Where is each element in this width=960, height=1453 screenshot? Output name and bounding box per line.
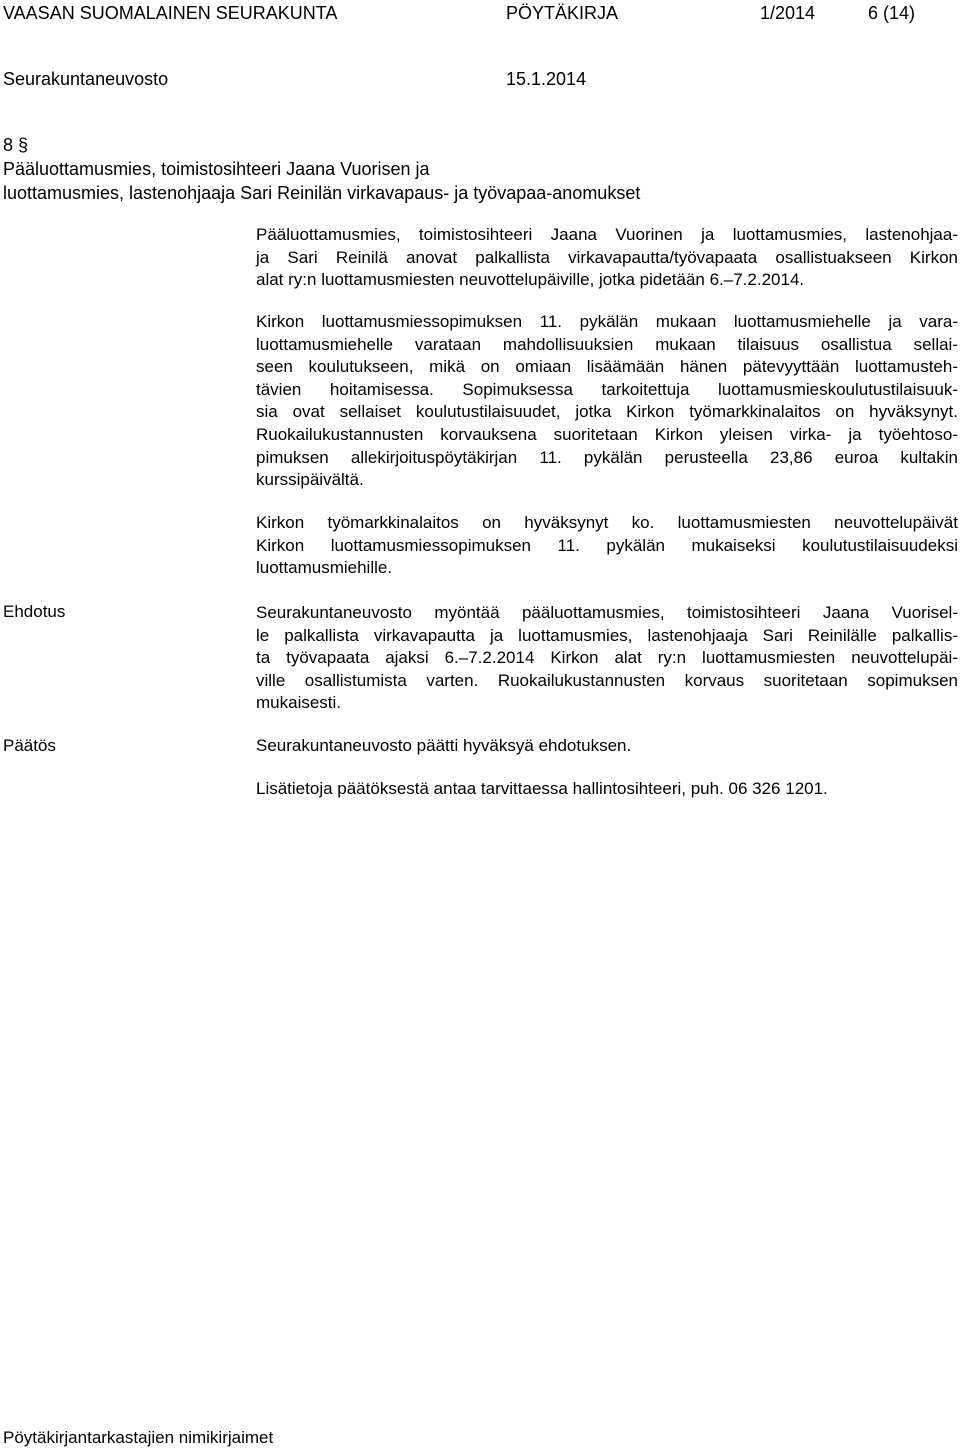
decision-label: Päätös bbox=[3, 736, 56, 755]
footer-initials-label: Pöytäkirjantarkastajien nimikirjaimet bbox=[3, 1428, 274, 1447]
additional-info: Lisätietoja päätöksestä antaa tarvittaessa hallintosihteeri, puh. 06 326 1201. bbox=[256, 779, 828, 798]
paragraph-application bbox=[256, 224, 958, 292]
text-line: tävien hoitamisessa. Sopimuksessa tarkoitettuja luottamusmieskoulutustilaisuuk- bbox=[256, 379, 958, 399]
document-type: PÖYTÄKIRJA bbox=[506, 3, 619, 23]
text-line: ta työvapaata ajaksi 6.–7.2.2014 Kirkon alat ry:n luottamusmiesten neuvottelupäi- bbox=[256, 648, 958, 668]
proposal-label: Ehdotus bbox=[3, 602, 66, 621]
text-line: ja Sari Reinilä anovat palkallista virkavapautta/työvapaata osallistuakseen Kirkon bbox=[256, 247, 958, 267]
meeting-body: Seurakuntaneuvosto bbox=[3, 69, 169, 89]
item-title bbox=[3, 133, 640, 205]
paragraph-approval bbox=[256, 512, 958, 580]
text-line: Seurakuntaneuvosto myöntää pääluottamusmies, toimistosihteeri Jaana Vuorisel- bbox=[256, 603, 958, 622]
item-number: 8 bbox=[3, 135, 14, 155]
text-line: mukaisesti. bbox=[256, 693, 342, 713]
text-line: Pääluottamusmies, toimistosihteeri Jaana Vuorinen ja luottamusmies, lastenohjaa- bbox=[256, 225, 958, 244]
item-number-line bbox=[3, 133, 640, 157]
text-line: Kirkon luottamusmiessopimuksen 11. pykälän mukaan luottamusmiehelle ja vara- bbox=[256, 312, 958, 331]
meeting-date: 15.1.2014 bbox=[506, 69, 587, 89]
text-line: pimuksen allekirjoituspöytäkirjan 11. pykälän perusteella 23,86 euroa kultakin bbox=[256, 447, 958, 467]
text-line: Kirkon luottamusmiessopimuksen 11. pykälän mukaiseksi koulutustilaisuudeksi bbox=[256, 535, 958, 555]
text-line: ville osallistumista varten. Ruokailukustannusten korvaus suoritetaan sopimuksen bbox=[256, 670, 958, 690]
text-line: kurssipäivältä. bbox=[256, 470, 364, 490]
text-line: sia ovat sellaiset koulutustilaisuudet, jotka Kirkon työmarkkinalaitos on hyväksynyt. bbox=[256, 402, 958, 422]
text-line: luottamusmiehelle varataan mahdollisuuksien mukaan tilaisuus osallistua sellai- bbox=[256, 334, 958, 354]
text-line: luottamusmiehille. bbox=[256, 558, 393, 578]
text-line: le palkallista virkavapautta ja luottamusmies, lastenohjaaja Sari Reinilälle palkallis- bbox=[256, 625, 958, 645]
section-mark: § bbox=[18, 135, 29, 155]
text-line: Ruokailukustannusten korvauksena suoritetaan Kirkon yleisen virka- ja työehtoso- bbox=[256, 424, 958, 444]
decision-text: Seurakuntaneuvosto päätti hyväksyä ehdotuksen. bbox=[256, 736, 632, 755]
text-line: alat ry:n luottamusmiesten neuvottelupäiville, jotka pidetään 6.–7.2.2014. bbox=[256, 270, 805, 290]
text-line: seen koulutukseen, mikä on omiaan lisäämään hänen pätevyyttään luottamusteh- bbox=[256, 357, 958, 377]
item-title-line-1: Pääluottamusmies, toimistosihteeri Jaana Vuorisen ja bbox=[3, 159, 430, 179]
item-title-line-2: luottamusmies, lastenohjaaja Sari Reinilän virkavapaus- ja työvapaa-anomukset bbox=[3, 183, 641, 203]
document-number: 1/2014 bbox=[760, 3, 816, 23]
paragraph-agreement bbox=[256, 311, 958, 492]
page-number: 6 (14) bbox=[868, 3, 916, 23]
proposal-text bbox=[256, 602, 958, 715]
text-line: Kirkon työmarkkinalaitos on hyväksynyt ko. luottamusmiesten neuvottelupäivät bbox=[256, 513, 958, 532]
organization-name: VAASAN SUOMALAINEN SEURAKUNTA bbox=[3, 3, 338, 23]
